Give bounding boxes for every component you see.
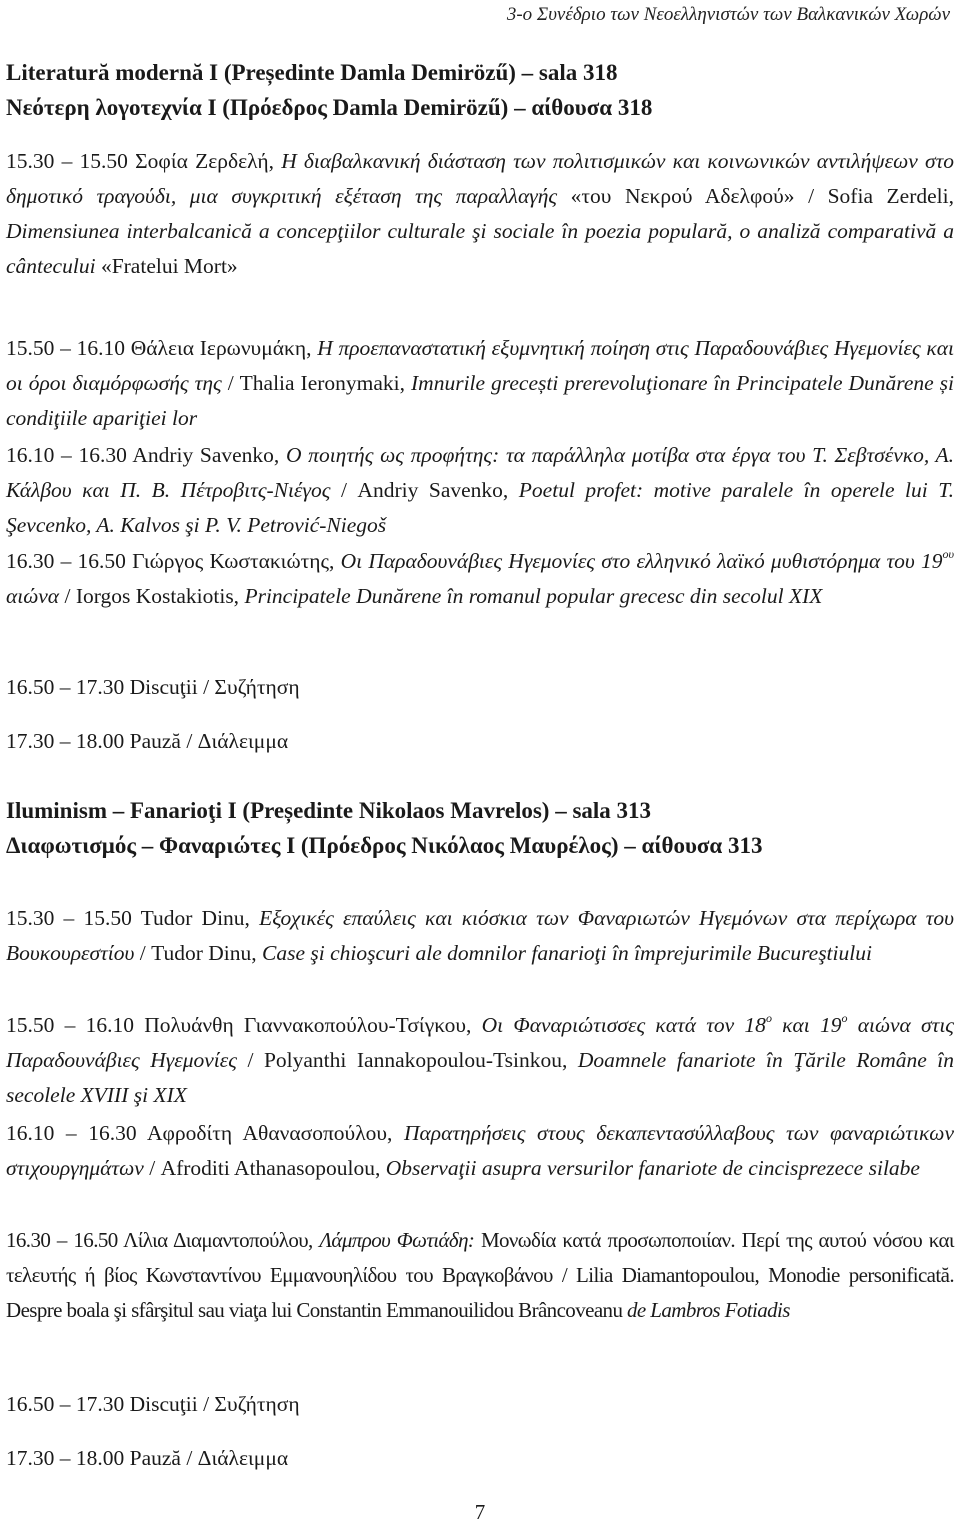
entry-title-el: Εξοχικές επαύλεις και κιόσκια των Φαναριωτών Ηγεμόνων στα περίχωρα του Βουκουρεστίου — [6, 906, 955, 965]
entry-text: Μονωδία κατά προσωποποιίαν. Περί της αυτού νόσου και τελευτής ή βίος Κωνσταντίνου Εμμανουηλίδου του Βραγκοβάνου / Lilia Diamantopoulou, Monodie personificată. Despre boala şi sfârşitul sau viaţa lui Constantin Emmanouilidou Brâncoveanu — [6, 1228, 954, 1322]
entry-time: 15.50 – 16.10 — [6, 1013, 134, 1037]
entry-time: 15.30 – 15.50 — [6, 906, 132, 930]
entry-title-ro: Imnurile grecești prerevoluţionare în Principatele Dunărene și condiţiile apariţiei lor — [6, 371, 954, 430]
entry-title-el-end: αιώνα — [6, 584, 60, 608]
section-2-entry-4 — [6, 1223, 954, 1328]
entry-quote-el: «του Νεκρού Αδελφού» / Sofia Zerdeli, — [570, 184, 954, 208]
entry-author: Γιώργος Κωστακιώτης, — [132, 549, 335, 573]
section-2-heading-el: Διαφωτισμός – Φαναριώτες Ι (Πρόεδρος Νικόλαος Μαυρέλος) – αίθουσα 313 — [6, 833, 763, 858]
section-2-entry-2 — [6, 1008, 954, 1113]
entry-time: 16.30 – 16.50 — [6, 1228, 118, 1252]
entry-time: 15.50 – 16.10 — [6, 336, 125, 360]
entry-author: Σοφία Ζερδελή, — [135, 149, 274, 173]
page — [6, 0, 954, 1529]
section-1-heading-el: Νεότερη λογοτεχνία I (Πρόεδρος Damla Demirözű) – αίθουσα 318 — [6, 95, 653, 120]
entry-author-ro: / Afroditi Athanasopoulou, — [149, 1156, 381, 1180]
entry-author: Λίλια Διαμαντοπούλου, — [123, 1228, 313, 1252]
entry-time: 16.10 – 16.30 — [6, 1121, 137, 1145]
entry-author-ro: / Andriy Savenko, — [340, 478, 509, 502]
section-2-pause: 17.30 – 18.00 Pauză / Διάλειμμα — [6, 1446, 289, 1470]
entry-author-ro: / Thalia Ieronymaki, — [227, 371, 406, 395]
entry-quote-ro: «Fratelui Mort» — [100, 254, 238, 278]
section-2-discussion: 16.50 – 17.30 Discuţii / Συζήτηση — [6, 1392, 300, 1416]
section-2-entry-3 — [6, 1116, 954, 1186]
entry-title-el: O ποιητής ως προφήτης: τα παράλληλα μοτίβα στα έργα του Τ. Σεβτσένκο, Α. Κάλβου και Π. Β. Πέτροβιτς-Νιέγος — [6, 443, 955, 502]
entry-title-ro: Case şi chioşcuri ale domnilor fanarioţi în împrejurimile Bucureştiului — [262, 941, 872, 965]
entry-author: Πολυάνθη Γιαννακοπούλου-Τσίγκου, — [144, 1013, 472, 1037]
entry-title-ro: Poetul profet: motive paralele în operele lui T. Şevcenko, A. Kalvos şi P. V. Petrović-Niegoš — [6, 478, 954, 537]
entry-title-el: Οι Φαναριώτισσες κατά τον 18 — [481, 1013, 766, 1037]
section-1-entry-4 — [6, 544, 954, 614]
section-1-entry-3 — [6, 438, 954, 543]
entry-title-ro: Dimensiunea interbalcanică a concepţiilor culturale şi sociale în poezia populară, o analiză comparativă a cântecului — [6, 219, 954, 278]
page-number: 7 — [474, 1500, 486, 1524]
entry-title-el: Παρατηρήσεις στους δεκαπεντασύλλαβους των φαναριώτικων στιχουργημάτων — [6, 1121, 954, 1180]
entry-suffix-ro: de Lambros Fotiadis — [627, 1298, 790, 1322]
entry-title-el: Η διαβαλκανική διάσταση των πολιτισμικών και κοινωνικών αντιλήψεων στο δημοτικό τραγούδι, μια συγκριτική εξέταση της παραλλαγής — [6, 149, 955, 208]
section-1-entry-2 — [6, 331, 954, 436]
superscript: ο — [765, 1011, 772, 1025]
entry-author: Αφροδίτη Αθανασοπούλου, — [146, 1121, 393, 1145]
entry-title-el: Οι Παραδουνάβιες Ηγεμονίες στο ελληνικό λαϊκό μυθιστόρημα του 19 — [340, 549, 943, 573]
entry-time: 16.30 – 16.50 — [6, 549, 126, 573]
section-2-heading-ro: Iluminism – Fanarioţi I (Președinte Nikolaos Mavrelos) – sala 313 — [6, 798, 652, 823]
superscript: ου — [942, 547, 954, 561]
entry-time: 15.30 – 15.50 — [6, 149, 128, 173]
entry-author-ro: / Iorgos Kostakiotis, — [64, 584, 240, 608]
section-1-heading-ro: Literatură modernă I (Președinte Damla Demirözű) – sala 318 — [6, 60, 618, 85]
entry-title-el-end: αιώνα στις Παραδουνάβιες Ηγεμονίες — [6, 1013, 955, 1072]
superscript: ο — [841, 1011, 848, 1025]
section-2-entry-1 — [6, 901, 954, 971]
entry-title-ro: Doamnele fanariote în Ţările Române în secolele XVIII şi XIX — [6, 1048, 954, 1107]
entry-time: 16.10 – 16.30 — [6, 443, 127, 467]
entry-title-ro: Principatele Dunărene în romanul popular grecesc din secolul XIX — [244, 584, 823, 608]
entry-author: Andriy Savenko, — [132, 443, 280, 467]
entry-author-ro: / Polyanthi Iannakopoulou-Tsinkou, — [247, 1048, 568, 1072]
entry-author-ro: / Tudor Dinu, — [139, 941, 257, 965]
section-1-entry-1 — [6, 144, 954, 284]
entry-title-el: Λάμπρου Φωτιάδη: — [319, 1228, 475, 1252]
entry-author: Θάλεια Ιερωνυμάκη, — [130, 336, 312, 360]
section-1-pause: 17.30 – 18.00 Pauză / Διάλειμμα — [6, 729, 289, 753]
section-1-discussion: 16.50 – 17.30 Discuţii / Συζήτηση — [6, 675, 300, 699]
running-head: 3-o Συνέδριο των Νεοελληνιστών των Βαλκανικών Χωρών — [506, 4, 950, 25]
entry-title-ro: Observaţii asupra versurilor fanariote de cincisprezece silabe — [385, 1156, 920, 1180]
entry-author: Tudor Dinu, — [140, 906, 250, 930]
entry-title-el: Η προεπαναστατική εξυμνητική ποίηση στις Παραδουνάβιες Ηγεμονίες και οι όροι διαμόρφωσής της — [6, 336, 955, 395]
entry-title-el-mid: και 19 — [782, 1013, 842, 1037]
